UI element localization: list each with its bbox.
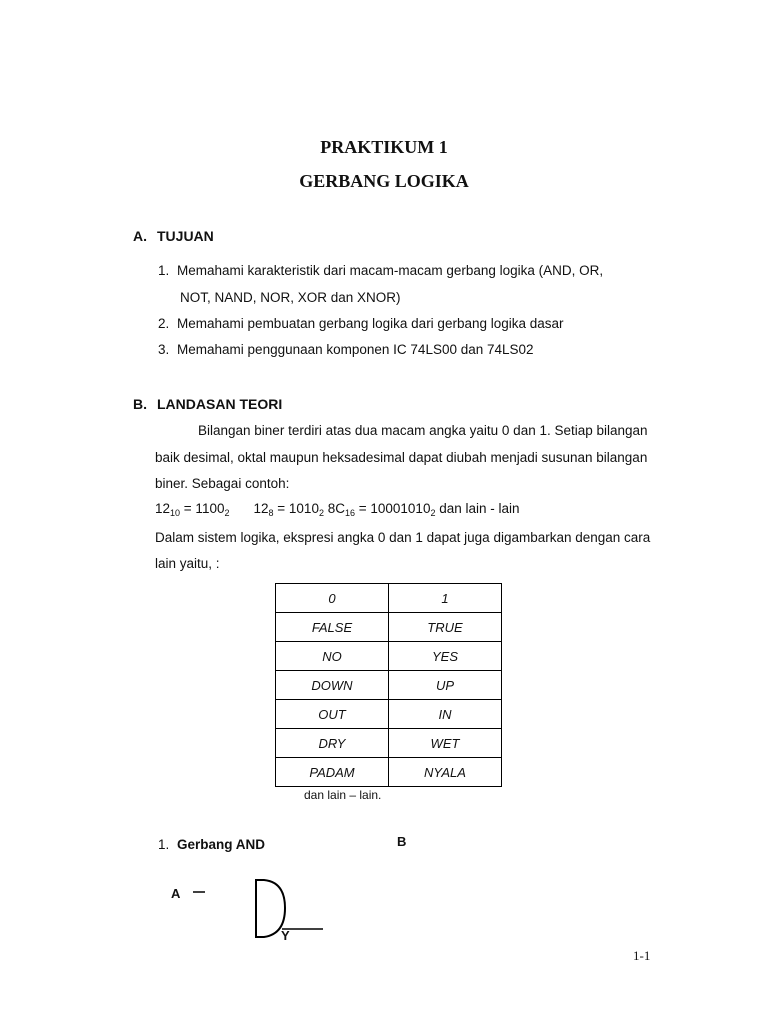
table-row [276,584,502,613]
gate-title: Gerbang AND [177,837,266,852]
table-note: dan lain – lain. [304,788,382,802]
gate-and-heading [158,837,265,852]
list-item [158,342,534,357]
table-cell: UP [389,671,502,700]
table-row [276,700,502,729]
table-row [276,671,502,700]
paragraph-line: biner. Sebagai contoh: [155,476,290,491]
gate-input-b-label: B [397,834,407,849]
paragraph-line: baik desimal, oktal maupun heksadesimal dapat diubah menjadi susunan bilangan [155,450,648,465]
table-cell: IN [389,700,502,729]
document-subtitle: GERBANG LOGIKA [299,171,469,191]
logic-values-table [275,583,502,787]
table-cell: WET [389,729,502,758]
paragraph-line: lain yaitu, : [155,556,220,571]
page-number: 1-1 [633,948,651,963]
section-a-heading [133,228,214,244]
list-item-number: 3. [158,342,170,357]
paragraph-line: Dalam sistem logika, ekspresi angka 0 dan 1 dapat juga digambarkan dengan cara [155,530,651,545]
table-row [276,729,502,758]
table-cell: PADAM [276,758,389,787]
table-cell: YES [389,642,502,671]
paragraph-line: Bilangan biner terdiri atas dua macam angka yaitu 0 dan 1. Setiap bilangan [198,423,648,438]
section-b-letter: B. [133,396,147,412]
and-gate-diagram [190,870,330,945]
list-item [158,263,603,278]
table-cell: DOWN [276,671,389,700]
section-b-title: LANDASAN TEORI [157,396,283,412]
table-row [276,613,502,642]
list-item-text: Memahami karakteristik dari macam-macam gerbang logika (AND, OR, [177,263,604,278]
section-a-letter: A. [133,228,147,244]
list-item-continuation: NOT, NAND, NOR, XOR dan XNOR) [180,290,401,305]
table-cell: 0 [276,584,389,613]
table-row [276,758,502,787]
table-row [276,642,502,671]
list-item-number: 2. [158,316,170,331]
section-a-title: TUJUAN [157,228,214,244]
gate-number: 1. [158,837,170,852]
table-cell: NO [276,642,389,671]
gate-output-y-label: Y [281,928,290,943]
table-cell: 1 [389,584,502,613]
section-b-heading [133,396,282,412]
table-cell: NYALA [389,758,502,787]
document-title: PRAKTIKUM 1 [320,137,448,157]
table-cell: TRUE [389,613,502,642]
table-cell: FALSE [276,613,389,642]
list-item [158,316,564,331]
table-cell: OUT [276,700,389,729]
list-item-text: Memahami pembuatan gerbang logika dari gerbang logika dasar [177,316,564,331]
and-gate-symbol [256,880,285,937]
table-cell: DRY [276,729,389,758]
number-conversion-example: $12_{10} = 1100_2$ $12_8 = 1010_2$ $8C_{16} = 10001010_2$ dan lain - lain [155,501,520,518]
gate-input-a-label: A [171,886,181,901]
list-item-number: 1. [158,263,170,278]
list-item-text: Memahami penggunaan komponen IC 74LS00 dan 74LS02 [177,342,534,357]
